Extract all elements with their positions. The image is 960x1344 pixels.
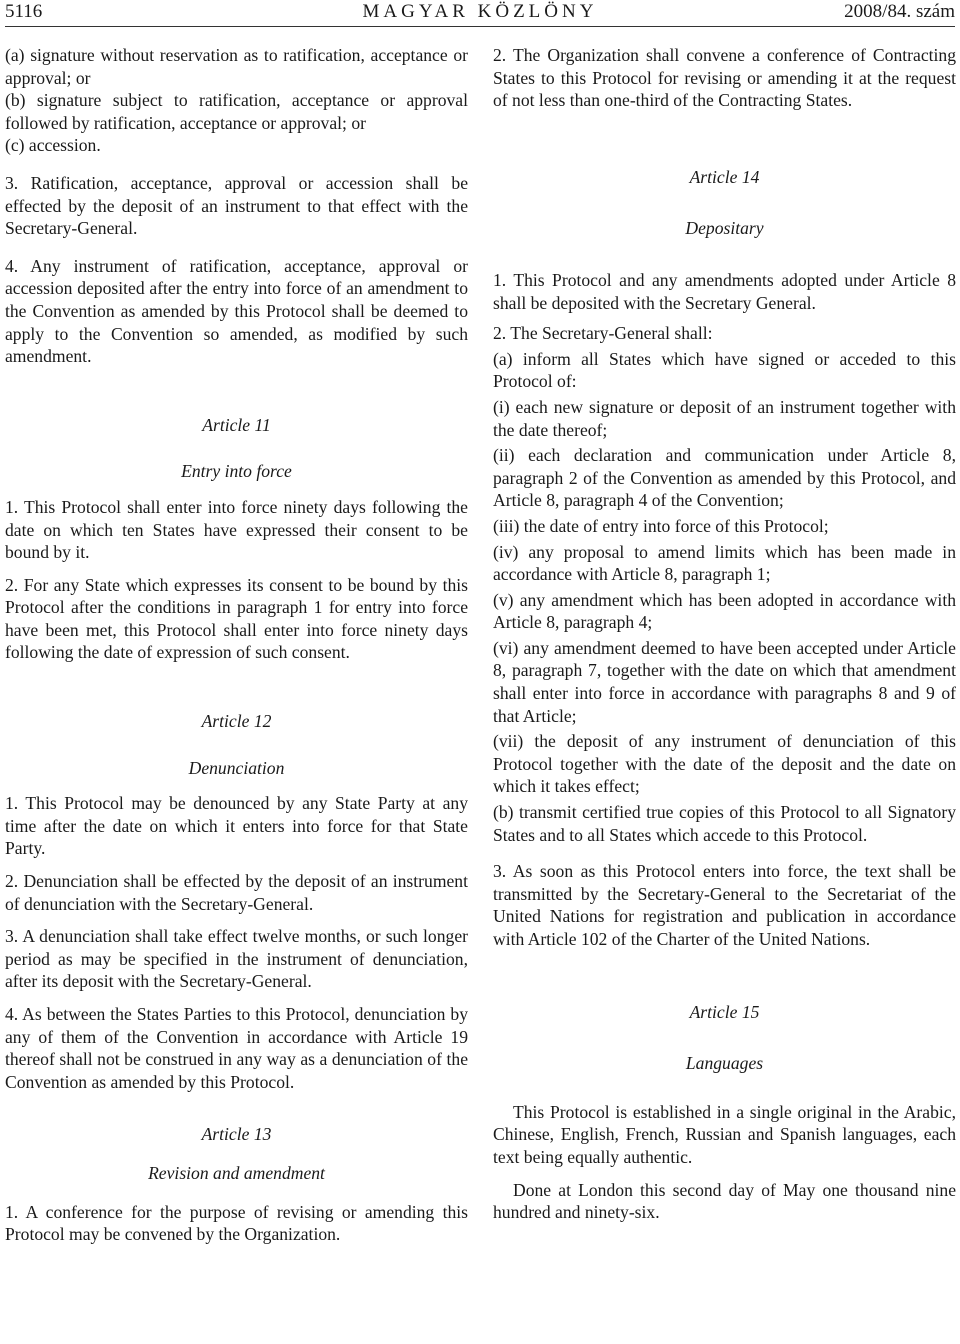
article-12-heading: Article 12 [201,711,272,732]
article-13-paragraph-2: 2. The Organization shall convene a conference of Contracting States to this Protocol for revising or amending it at the request of not less than one-third of the Contracting States. [493,45,956,111]
article-14-item-b: (b) transmit certified true copies of this Protocol to all Signatory States and to all States which accede to this Protocol. [493,802,956,845]
article-15-paragraph-1: This Protocol is established in a single original in the Arabic, Chinese, English, French, Russian and Spanish languages, each text being equally authentic. [493,1101,956,1167]
article-14-item-vii: (vii) the deposit of any instrument of denunciation of this Protocol together with the date of the deposit and the date on which it takes effect; [493,731,956,797]
article-15-heading: Article 15 [689,1001,760,1022]
article-14-paragraph-1: 1. This Protocol and any amendments adopted under Article 8 shall be deposited with the Secretary General. [493,269,956,313]
article-15-title: Languages [685,1053,764,1074]
left-column [5,44,468,1246]
paragraph-c: (c) accession. [5,135,101,156]
article-12-paragraph-1: 1. This Protocol may be denounced by any State Party at any time after the date on which it enters into force for that State Party. [5,793,468,859]
paragraph-4: 4. Any instrument of ratification, acceptance, approval or accession deposited after the entry into force of an amendment to the Convention as amended by this Protocol shall be deemed to apply to the Convention so amended, as modified by such amendment. [5,255,468,367]
article-14-item-i: (i) each new signature or deposit of an instrument together with the date thereof; [493,396,956,440]
article-14-paragraph-3: 3. As soon as this Protocol enters into force, the text shall be transmitted by the Secretary-General to the Secretariat of the United Nations for registration and publication in accordance with Article 102 of the Charter of the United Nations. [493,861,956,949]
issue-number: 2008/84. szám [844,1,955,22]
article-12-paragraph-4: 4. As between the States Parties to this Protocol, denunciation by any of them of the Convention in accordance with Article 19 thereof shall not be construed in any way as a denunciation of the Convention as amended by this Protocol. [5,1004,468,1092]
article-14-item-iv: (iv) any proposal to amend limits which has been made in accordance with Article 8, paragraph 1; [493,541,956,585]
article-14-item-ii: (ii) each declaration and communication under Article 8, paragraph 2 of the Convention as amended by this Protocol, and Article 8, paragraph 4 of the Convention; [493,445,956,511]
article-14-title: Depositary [685,218,764,239]
article-11-title: Entry into force [181,461,292,482]
article-14-item-vi: (vi) any amendment deemed to have been accepted under Article 8, paragraph 7, together with the date on which that amendment shall enter into force in accordance with paragraphs 8 and 9 of that Article; [493,637,956,726]
article-13-title: Revision and amendment [148,1162,325,1183]
article-14-paragraph-2: 2. The Secretary-General shall: [493,323,713,344]
article-15-paragraph-2: Done at London this second day of May one thousand nine hundred and ninety-six. [493,1179,956,1223]
article-12-title: Denunciation [188,757,285,778]
article-12-paragraph-3: 3. A denunciation shall take effect twelve months, or such longer period as may be specified in the instrument of denunciation, after its deposit with the Secretary-General. [5,926,468,992]
article-11-paragraph-2: 2. For any State which expresses its consent to be bound by this Protocol after the conditions in paragraph 1 for entry into force have been met, this Protocol shall enter into force ninety days following the date of expression of such consent. [5,574,468,663]
article-14-item-v: (v) any amendment which has been adopted in accordance with Article 8, paragraph 4; [493,589,956,633]
article-13-heading: Article 13 [201,1124,272,1145]
journal-title: MAGYAR KÖZLÖNY [362,1,598,22]
paragraph-b: (b) signature subject to ratification, acceptance or approval followed by ratification, acceptance or approval; or [5,90,468,133]
page-header [5,0,955,27]
article-14-item-iii: (iii) the date of entry into force of this Protocol; [493,515,829,536]
paragraph-3: 3. Ratification, acceptance, approval or accession shall be effected by the deposit of an instrument to that effect with the Secretary-General. [5,172,468,239]
article-12-paragraph-2: 2. Denunciation shall be effected by the deposit of an instrument of denunciation with the Secretary-General. [5,871,468,914]
page-number: 5116 [5,1,43,22]
article-14-item-a: (a) inform all States which have signed or acceded to this Protocol of: [493,348,956,392]
article-13-paragraph-1: 1. A conference for the purpose of revising or amending this Protocol may be convened by the Organization. [5,1201,468,1245]
article-11-heading: Article 11 [202,414,271,435]
article-14-heading: Article 14 [689,166,760,187]
right-column [493,44,956,1224]
article-11-paragraph-1: 1. This Protocol shall enter into force ninety days following the date on which ten States have expressed their consent to be bound by it. [5,496,468,563]
paragraph-a: (a) signature without reservation as to ratification, acceptance or approval; or [5,45,468,88]
